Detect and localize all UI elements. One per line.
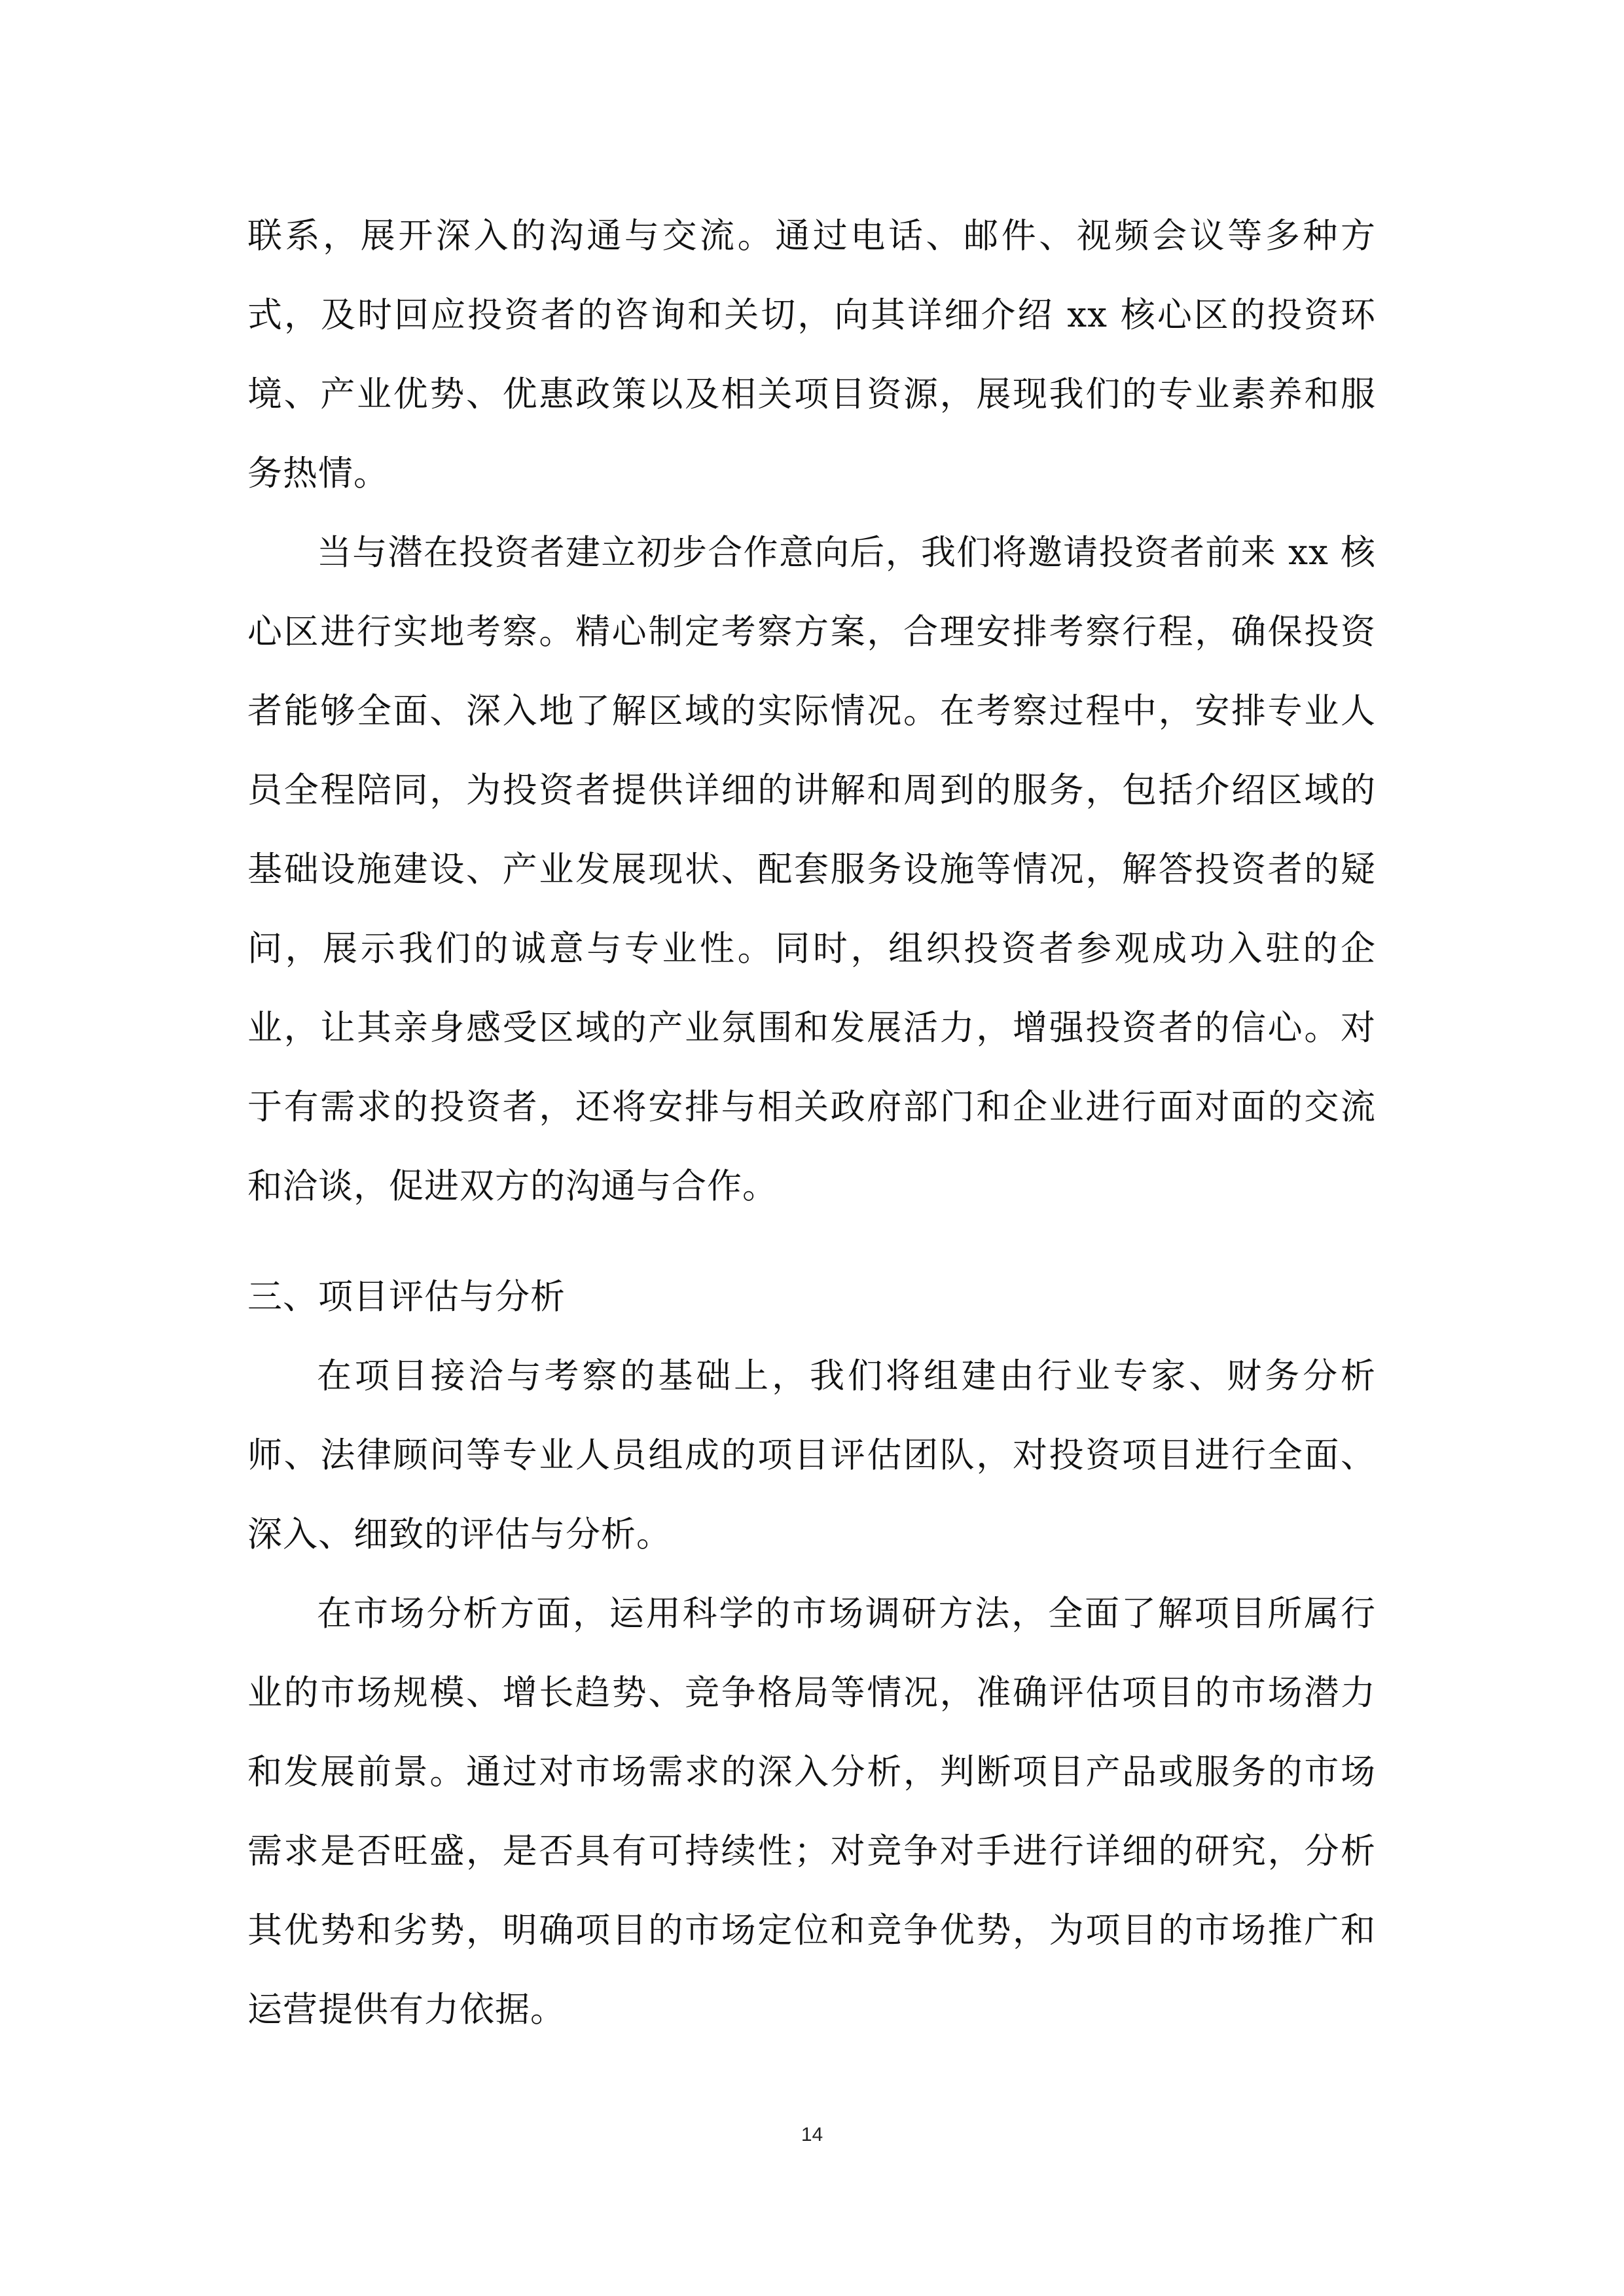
document-body	[247, 196, 1376, 2049]
paragraph-market-analysis: 在市场分析方面，运用科学的市场调研方法，全面了解项目所属行业的市场规模、增长趋势、竞争格局等情况，准确评估项目的市场潜力和发展前景。通过对市场需求的深入分析，判断项目产品或服务的市场需求是否旺盛，是否具有可持续性；对竞争对手进行详细的研究，分析其优势和劣势，明确项目的市场定位和竞争优势，为项目的市场推广和运营提供有力依据。	[247, 1594, 1376, 2030]
paragraph-continuation: 联系，展开深入的沟通与交流。通过电话、邮件、视频会议等多种方式，及时回应投资者的咨询和关切，向其详细介绍 xx 核心区的投资环境、产业优势、优惠政策以及相关项目资源，展现我们的专业素养和服务热情。	[247, 216, 1376, 493]
paragraph-evaluation-team: 在项目接洽与考察的基础上，我们将组建由行业专家、财务分析师、法律顾问等专业人员组成的项目评估团队，对投资项目进行全面、深入、细致的评估与分析。	[247, 1356, 1376, 1554]
section-heading: 三、项目评估与分析	[247, 1277, 566, 1317]
paragraph-site-visit: 当与潜在投资者建立初步合作意向后，我们将邀请投资者前来 xx 核心区进行实地考察。精心制定考察方案，合理安排考察行程，确保投资者能够全面、深入地了解区域的实际情况。在考察过程中，安排专业人员全程陪同，为投资者提供详细的讲解和周到的服务，包括介绍区域的基础设施建设、产业发展现状、配套服务设施等情况，解答投资者的疑问，展示我们的诚意与专业性。同时，组织投资者参观成功入驻的企业，让其亲身感受区域的产业氛围和发展活力，增强投资者的信心。对于有需求的投资者，还将安排与相关政府部门和企业进行面对面的交流和洽谈，促进双方的沟通与合作。	[247, 533, 1376, 1206]
page-number: 14	[801, 2124, 823, 2145]
